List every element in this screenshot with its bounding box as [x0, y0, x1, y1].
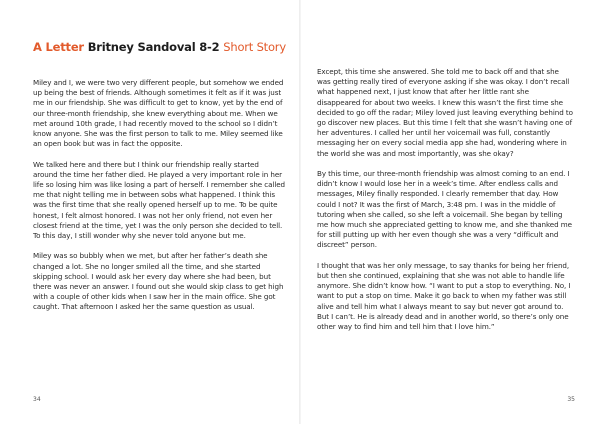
left-page — [0, 0, 299, 424]
author-class: Britney Sandoval 8-2 — [87, 40, 220, 54]
title-label: A Letter — [33, 40, 84, 54]
paragraph: Miley and I, we were two very different people, but somehow we ended up being the best of friends. Although sometimes it felt as if it was just me in our friendship. She was difficult to get to know, yet by the end of our three-month friendship, she knew everything about me. When we met around 10th grade, I had recently moved to the school so I didn’t know anyone. She was the first person to talk to me. Miley seemed like an open book but was in fact the opposite. — [33, 78, 284, 149]
page-number: 34 — [33, 396, 41, 403]
paragraph: By this time, our three-month friendship was almost coming to an end. I didn’t know I would lose her in a week’s time. After endless calls and messages, Miley finally responded. I clearly remember that day. How could I not? It was the first of March, 3:48 pm. I was in the middle of tutoring when she called, so she left a voicemail. She began by telling me how much she appreciated getting to know me, and she thanked me for still putting up with her even though she was a very “difficult and discreet” person. — [317, 169, 572, 250]
paragraph: Except, this time she answered. She told me to back off and that she was getting really tired of everyone asking if she was okay. I don’t recall what happened next, I just know that after her little rant she disappeared for about two weeks. I knew this wasn’t the first time she decided to go off the radar; Miley loved just leaving everything behind to go discover new places. But this time I felt that she wasn’t having one of her adventures. I called her until her voicemail was full, constantly messaging her on every social media app she had, wondering where in the world she was and most importantly, was she okay? — [317, 67, 573, 158]
paragraph: We talked here and there but I think our friendship really started around the time her father died. He played a very important role in her life so losing him was like losing a part of herself. I remember she called me that night telling me in between sobs what happened. I think this was the first time that she really opened herself up to me. To be quite honest, I felt almost honored. I was not her only friend, not even her closest friend at the time, yet I was the only person she decided to tell. To this day, I still wonder why she never told anyone but me. — [33, 159, 286, 241]
story-title — [33, 40, 298, 54]
paragraph: I thought that was her only message, to say thanks for being her friend, but then she continued, explaining that she was not able to handle life anymore. She didn’t know how. “I want to put a stop to everything. No, I want to put a stop on time. Make it go back to when my father was still alive and tell him what I always meant to say but never got around to. But I can’t. He is already dead and in another world, so there’s only one other way to find him and tell him that I love him.” — [317, 260, 571, 332]
paragraph: Miley was so bubbly when we met, but after her father’s death she changed a lot. She no longer smiled all the time, and she started skipping school. I would ask her every day where she had been, but there was never an answer. I found out she would skip class to get high with a couple of other kids when I saw her in the main office. She got caught. That afternoon I asked her the same question as usual. — [33, 251, 284, 312]
genre-label: Short Story — [223, 40, 286, 54]
right-page-body — [317, 67, 573, 342]
right-page — [301, 0, 600, 424]
left-page-body — [33, 78, 285, 323]
page-number: 35 — [567, 396, 575, 403]
